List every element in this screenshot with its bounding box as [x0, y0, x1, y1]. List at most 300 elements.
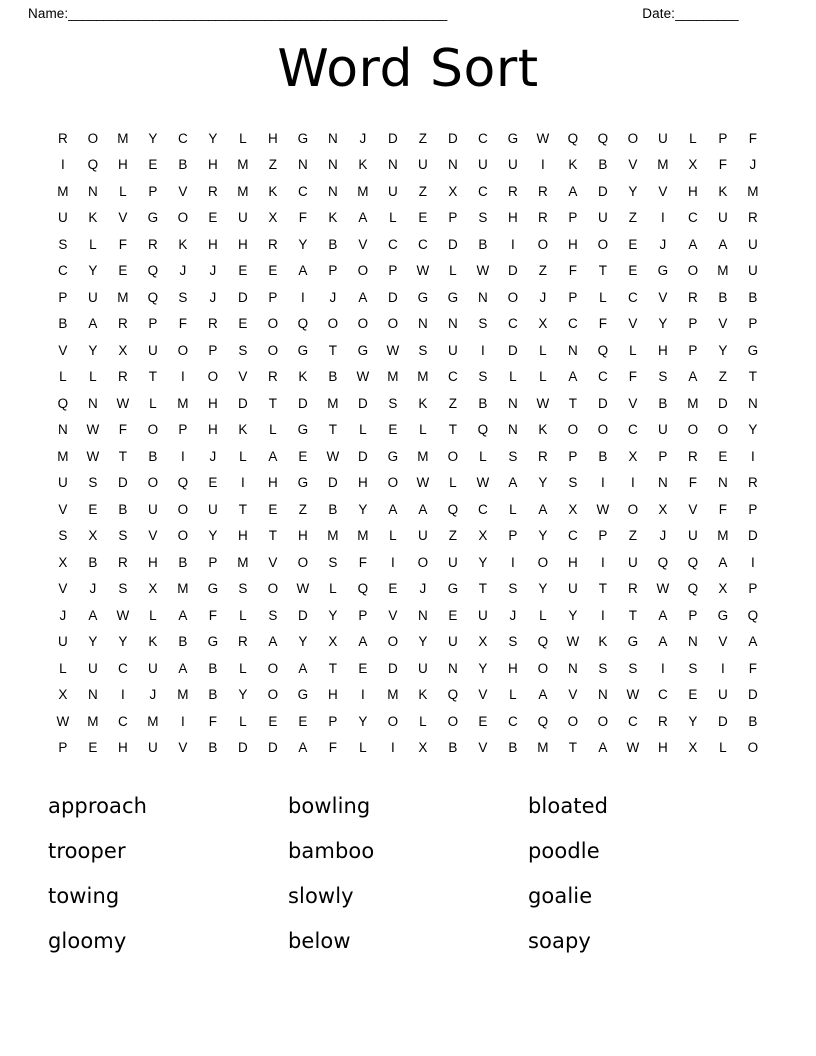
grid-cell[interactable]: I — [61, 157, 65, 173]
grid-cell[interactable]: O — [717, 422, 729, 438]
grid-cell[interactable]: T — [328, 342, 338, 358]
word-list-item[interactable]: below — [288, 928, 351, 953]
grid-cell[interactable]: M — [657, 157, 669, 173]
grid-cell[interactable]: O — [447, 713, 459, 729]
grid-cell[interactable]: I — [391, 740, 395, 756]
grid-cell[interactable]: W — [566, 634, 580, 650]
grid-cell[interactable]: Q — [687, 554, 699, 570]
grid-cell[interactable]: R — [688, 289, 698, 305]
grid-cell[interactable]: H — [208, 395, 218, 411]
grid-cell[interactable]: L — [449, 475, 457, 491]
grid-cell[interactable]: Q — [567, 130, 579, 146]
grid-cell[interactable]: U — [418, 528, 428, 544]
grid-cell[interactable]: P — [688, 316, 698, 332]
grid-cell[interactable]: H — [568, 554, 578, 570]
grid-cell[interactable]: M — [57, 183, 69, 199]
grid-cell[interactable]: E — [628, 263, 638, 279]
grid-cell[interactable]: R — [268, 236, 278, 252]
grid-cell[interactable]: Y — [478, 554, 488, 570]
grid-cell[interactable]: S — [628, 660, 638, 676]
grid-cell[interactable]: Q — [57, 395, 69, 411]
grid-cell[interactable]: E — [718, 448, 728, 464]
grid-cell[interactable]: F — [598, 316, 608, 332]
grid-cell[interactable]: O — [417, 554, 429, 570]
grid-cell[interactable]: I — [121, 687, 125, 703]
grid-cell[interactable]: I — [661, 660, 665, 676]
grid-cell[interactable]: H — [118, 740, 128, 756]
grid-cell[interactable]: M — [117, 289, 129, 305]
grid-cell[interactable]: Y — [538, 528, 548, 544]
grid-cell[interactable]: Y — [148, 130, 158, 146]
grid-cell[interactable]: G — [447, 581, 459, 597]
grid-cell[interactable]: Q — [447, 501, 459, 517]
grid-cell[interactable]: K — [358, 157, 368, 173]
grid-cell[interactable]: N — [508, 422, 518, 438]
grid-cell[interactable]: N — [298, 157, 308, 173]
grid-cell[interactable]: O — [267, 316, 279, 332]
grid-cell[interactable]: S — [418, 342, 428, 358]
grid-cell[interactable]: B — [718, 289, 728, 305]
grid-cell[interactable]: M — [177, 581, 189, 597]
grid-cell[interactable]: Y — [208, 528, 218, 544]
grid-cell[interactable]: A — [358, 210, 368, 226]
grid-cell[interactable]: Y — [238, 687, 248, 703]
grid-cell[interactable]: N — [688, 634, 698, 650]
grid-cell[interactable]: K — [268, 183, 278, 199]
grid-cell[interactable]: V — [718, 316, 728, 332]
grid-cell[interactable]: L — [59, 660, 67, 676]
grid-cell[interactable]: P — [448, 210, 458, 226]
grid-cell[interactable]: F — [328, 740, 338, 756]
grid-cell[interactable]: I — [721, 660, 725, 676]
grid-cell[interactable]: N — [598, 687, 608, 703]
grid-cell[interactable]: A — [538, 501, 548, 517]
grid-cell[interactable]: P — [688, 607, 698, 623]
grid-cell[interactable]: O — [567, 422, 579, 438]
grid-cell[interactable]: V — [58, 581, 68, 597]
grid-cell[interactable]: Z — [628, 528, 638, 544]
grid-cell[interactable]: C — [418, 236, 428, 252]
grid-cell[interactable]: L — [269, 422, 277, 438]
grid-cell[interactable]: I — [301, 289, 305, 305]
grid-cell[interactable]: S — [658, 369, 668, 385]
grid-cell[interactable]: U — [718, 687, 728, 703]
grid-cell[interactable]: X — [448, 183, 458, 199]
grid-cell[interactable]: Z — [718, 369, 728, 385]
grid-cell[interactable]: R — [628, 581, 638, 597]
grid-cell[interactable]: T — [118, 448, 128, 464]
grid-cell[interactable]: X — [478, 634, 488, 650]
grid-cell[interactable]: V — [118, 210, 128, 226]
grid-cell[interactable]: C — [688, 210, 698, 226]
grid-cell[interactable]: D — [358, 448, 368, 464]
grid-cell[interactable]: H — [268, 475, 278, 491]
grid-cell[interactable]: P — [598, 528, 608, 544]
grid-cell[interactable]: Q — [297, 316, 309, 332]
grid-cell[interactable]: Y — [718, 342, 728, 358]
grid-cell[interactable]: T — [598, 263, 608, 279]
grid-cell[interactable]: C — [658, 687, 668, 703]
grid-cell[interactable]: O — [387, 475, 399, 491]
grid-cell[interactable]: H — [208, 157, 218, 173]
grid-cell[interactable]: D — [508, 342, 518, 358]
grid-cell[interactable]: L — [509, 369, 517, 385]
grid-cell[interactable]: M — [417, 448, 429, 464]
grid-cell[interactable]: I — [661, 210, 665, 226]
grid-cell[interactable]: W — [56, 713, 70, 729]
grid-cell[interactable]: T — [598, 581, 608, 597]
grid-cell[interactable]: V — [658, 289, 668, 305]
grid-cell[interactable]: G — [207, 581, 219, 597]
grid-cell[interactable]: T — [448, 422, 458, 438]
grid-cell[interactable]: H — [688, 183, 698, 199]
grid-cell[interactable]: V — [478, 740, 488, 756]
grid-cell[interactable]: B — [178, 634, 188, 650]
grid-cell[interactable]: L — [59, 369, 67, 385]
word-list-item[interactable]: trooper — [48, 838, 126, 863]
grid-cell[interactable]: C — [628, 713, 638, 729]
grid-cell[interactable]: O — [177, 501, 189, 517]
grid-cell[interactable]: D — [748, 528, 758, 544]
grid-cell[interactable]: L — [149, 395, 157, 411]
grid-cell[interactable]: D — [748, 687, 758, 703]
grid-cell[interactable]: I — [181, 713, 185, 729]
grid-cell[interactable]: T — [328, 422, 338, 438]
grid-cell[interactable]: F — [748, 660, 758, 676]
grid-cell[interactable]: O — [387, 713, 399, 729]
grid-cell[interactable]: C — [508, 713, 518, 729]
grid-cell[interactable]: R — [208, 316, 218, 332]
grid-cell[interactable]: B — [208, 740, 218, 756]
grid-cell[interactable]: R — [538, 210, 548, 226]
grid-cell[interactable]: E — [298, 448, 308, 464]
grid-cell[interactable]: T — [568, 395, 578, 411]
grid-cell[interactable]: U — [148, 740, 158, 756]
grid-cell[interactable]: P — [178, 422, 188, 438]
grid-cell[interactable]: C — [298, 183, 308, 199]
grid-cell[interactable]: D — [268, 740, 278, 756]
grid-cell[interactable]: Y — [88, 342, 98, 358]
grid-cell[interactable]: U — [628, 554, 638, 570]
grid-cell[interactable]: X — [658, 501, 668, 517]
grid-cell[interactable]: P — [748, 581, 758, 597]
grid-cell[interactable]: U — [418, 157, 428, 173]
grid-cell[interactable]: I — [631, 475, 635, 491]
grid-cell[interactable]: W — [476, 263, 490, 279]
grid-cell[interactable]: N — [478, 289, 488, 305]
grid-cell[interactable]: S — [238, 581, 248, 597]
grid-cell[interactable]: B — [598, 448, 608, 464]
grid-cell[interactable]: P — [568, 289, 578, 305]
grid-cell[interactable]: V — [628, 157, 638, 173]
grid-cell[interactable]: V — [718, 634, 728, 650]
grid-cell[interactable]: O — [627, 130, 639, 146]
grid-cell[interactable]: H — [208, 236, 218, 252]
grid-cell[interactable]: Q — [147, 289, 159, 305]
grid-cell[interactable]: V — [478, 687, 488, 703]
grid-cell[interactable]: F — [298, 210, 308, 226]
grid-cell[interactable]: I — [541, 157, 545, 173]
grid-cell[interactable]: O — [177, 342, 189, 358]
grid-cell[interactable]: E — [268, 263, 278, 279]
grid-cell[interactable]: J — [329, 289, 337, 305]
grid-cell[interactable]: S — [598, 660, 608, 676]
grid-cell[interactable]: B — [208, 687, 218, 703]
grid-cell[interactable]: Y — [118, 634, 128, 650]
grid-cell[interactable]: K — [598, 634, 608, 650]
grid-cell[interactable]: Q — [177, 475, 189, 491]
grid-cell[interactable]: A — [358, 634, 368, 650]
grid-cell[interactable]: V — [658, 183, 668, 199]
grid-cell[interactable]: D — [118, 475, 128, 491]
word-list-item[interactable]: soapy — [528, 928, 591, 953]
grid-cell[interactable]: U — [58, 634, 68, 650]
grid-cell[interactable]: A — [568, 183, 578, 199]
grid-cell[interactable]: B — [508, 740, 518, 756]
grid-cell[interactable]: D — [358, 395, 368, 411]
word-list-item[interactable]: approach — [48, 793, 148, 818]
grid-cell[interactable]: D — [718, 395, 728, 411]
grid-cell[interactable]: H — [148, 554, 158, 570]
grid-cell[interactable]: M — [387, 369, 399, 385]
grid-cell[interactable]: O — [687, 422, 699, 438]
grid-cell[interactable]: I — [751, 554, 755, 570]
grid-cell[interactable]: I — [241, 475, 245, 491]
grid-cell[interactable]: A — [538, 687, 548, 703]
grid-cell[interactable]: K — [538, 422, 548, 438]
grid-cell[interactable]: Q — [447, 687, 459, 703]
grid-cell[interactable]: N — [658, 475, 668, 491]
grid-cell[interactable]: C — [478, 183, 488, 199]
grid-cell[interactable]: E — [358, 660, 368, 676]
grid-cell[interactable]: O — [177, 528, 189, 544]
grid-cell[interactable]: A — [508, 475, 518, 491]
grid-cell[interactable]: L — [719, 740, 727, 756]
grid-cell[interactable]: M — [717, 528, 729, 544]
grid-cell[interactable]: I — [391, 554, 395, 570]
grid-cell[interactable]: A — [748, 634, 758, 650]
word-search-grid[interactable] — [48, 125, 768, 761]
grid-cell[interactable]: X — [718, 581, 728, 597]
grid-cell[interactable]: E — [298, 713, 308, 729]
grid-cell[interactable]: A — [658, 634, 668, 650]
grid-cell[interactable]: J — [659, 236, 667, 252]
grid-cell[interactable]: D — [238, 740, 248, 756]
grid-cell[interactable]: Q — [537, 634, 549, 650]
grid-cell[interactable]: S — [238, 342, 248, 358]
grid-cell[interactable]: U — [238, 210, 248, 226]
grid-cell[interactable]: R — [148, 236, 158, 252]
grid-cell[interactable]: I — [181, 448, 185, 464]
grid-cell[interactable]: R — [748, 475, 758, 491]
grid-cell[interactable]: O — [297, 554, 309, 570]
grid-cell[interactable]: K — [178, 236, 188, 252]
grid-cell[interactable]: D — [598, 395, 608, 411]
grid-cell[interactable]: B — [178, 554, 188, 570]
grid-cell[interactable]: U — [148, 660, 158, 676]
grid-cell[interactable]: B — [598, 157, 608, 173]
grid-cell[interactable]: N — [418, 316, 428, 332]
grid-cell[interactable]: L — [689, 130, 697, 146]
grid-cell[interactable]: L — [539, 607, 547, 623]
grid-cell[interactable]: W — [416, 475, 430, 491]
grid-cell[interactable]: O — [627, 501, 639, 517]
grid-cell[interactable]: R — [538, 183, 548, 199]
grid-cell[interactable]: P — [568, 210, 578, 226]
grid-cell[interactable]: N — [58, 422, 68, 438]
grid-cell[interactable]: X — [268, 210, 278, 226]
grid-cell[interactable]: F — [118, 236, 128, 252]
grid-cell[interactable]: G — [357, 342, 369, 358]
grid-cell[interactable]: O — [267, 342, 279, 358]
grid-cell[interactable]: A — [178, 607, 188, 623]
grid-cell[interactable]: S — [118, 528, 128, 544]
grid-cell[interactable]: I — [511, 236, 515, 252]
word-list-item[interactable]: bloated — [528, 793, 609, 818]
grid-cell[interactable]: C — [448, 369, 458, 385]
grid-cell[interactable]: L — [359, 740, 367, 756]
grid-cell[interactable]: Q — [657, 554, 669, 570]
grid-cell[interactable]: Y — [628, 183, 638, 199]
grid-cell[interactable]: E — [238, 316, 248, 332]
grid-cell[interactable]: N — [328, 157, 338, 173]
grid-cell[interactable]: L — [239, 660, 247, 676]
grid-cell[interactable]: Y — [658, 316, 668, 332]
grid-cell[interactable]: F — [688, 475, 698, 491]
word-list-item[interactable]: towing — [48, 883, 120, 908]
grid-cell[interactable]: G — [627, 634, 639, 650]
grid-cell[interactable]: Y — [358, 501, 368, 517]
grid-cell[interactable]: A — [418, 501, 428, 517]
grid-cell[interactable]: Q — [597, 342, 609, 358]
grid-cell[interactable]: O — [147, 422, 159, 438]
grid-cell[interactable]: E — [628, 236, 638, 252]
grid-cell[interactable]: G — [147, 210, 159, 226]
grid-cell[interactable]: K — [418, 687, 428, 703]
grid-cell[interactable]: X — [418, 740, 428, 756]
grid-cell[interactable]: N — [328, 183, 338, 199]
grid-cell[interactable]: B — [748, 289, 758, 305]
grid-cell[interactable]: P — [148, 183, 158, 199]
grid-cell[interactable]: K — [148, 634, 158, 650]
grid-cell[interactable]: T — [268, 528, 278, 544]
grid-cell[interactable]: C — [178, 130, 188, 146]
grid-cell[interactable]: V — [148, 528, 158, 544]
grid-cell[interactable]: N — [88, 395, 98, 411]
grid-cell[interactable]: U — [598, 210, 608, 226]
grid-cell[interactable]: A — [268, 448, 278, 464]
grid-cell[interactable]: U — [208, 501, 218, 517]
grid-cell[interactable]: R — [658, 713, 668, 729]
grid-cell[interactable]: R — [238, 634, 248, 650]
grid-cell[interactable]: U — [448, 554, 458, 570]
grid-cell[interactable]: G — [297, 687, 309, 703]
grid-cell[interactable]: A — [358, 289, 368, 305]
grid-cell[interactable]: P — [58, 289, 68, 305]
grid-cell[interactable]: W — [626, 687, 640, 703]
grid-cell[interactable]: R — [58, 130, 68, 146]
grid-cell[interactable]: S — [58, 528, 68, 544]
grid-cell[interactable]: R — [538, 448, 548, 464]
grid-cell[interactable]: L — [509, 501, 517, 517]
grid-cell[interactable]: R — [268, 369, 278, 385]
grid-cell[interactable]: I — [481, 342, 485, 358]
grid-cell[interactable]: M — [57, 448, 69, 464]
grid-cell[interactable]: V — [238, 369, 248, 385]
word-list-item[interactable]: slowly — [288, 883, 354, 908]
grid-cell[interactable]: V — [58, 342, 68, 358]
grid-cell[interactable]: D — [238, 395, 248, 411]
grid-cell[interactable]: M — [537, 740, 549, 756]
grid-cell[interactable]: B — [658, 395, 668, 411]
grid-cell[interactable]: H — [508, 660, 518, 676]
grid-cell[interactable]: A — [88, 607, 98, 623]
grid-cell[interactable]: L — [239, 130, 247, 146]
grid-cell[interactable]: M — [687, 395, 699, 411]
word-list-item[interactable]: goalie — [528, 883, 593, 908]
grid-cell[interactable]: G — [417, 289, 429, 305]
grid-cell[interactable]: W — [536, 130, 550, 146]
grid-cell[interactable]: N — [718, 475, 728, 491]
grid-cell[interactable]: T — [268, 395, 278, 411]
grid-cell[interactable]: G — [297, 342, 309, 358]
grid-cell[interactable]: C — [118, 660, 128, 676]
grid-cell[interactable]: Q — [87, 157, 99, 173]
grid-cell[interactable]: M — [357, 528, 369, 544]
grid-cell[interactable]: F — [178, 316, 188, 332]
grid-cell[interactable]: N — [88, 183, 98, 199]
grid-cell[interactable]: H — [358, 475, 368, 491]
grid-cell[interactable]: T — [628, 607, 638, 623]
grid-cell[interactable]: U — [58, 475, 68, 491]
grid-cell[interactable]: F — [118, 422, 128, 438]
grid-cell[interactable]: V — [268, 554, 278, 570]
grid-cell[interactable]: Y — [478, 660, 488, 676]
grid-cell[interactable]: J — [419, 581, 427, 597]
grid-cell[interactable]: S — [508, 448, 518, 464]
grid-cell[interactable]: L — [329, 581, 337, 597]
grid-cell[interactable]: R — [118, 316, 128, 332]
grid-cell[interactable]: D — [508, 263, 518, 279]
grid-cell[interactable]: L — [449, 263, 457, 279]
grid-cell[interactable]: B — [58, 316, 68, 332]
grid-cell[interactable]: D — [718, 713, 728, 729]
grid-cell[interactable]: W — [116, 607, 130, 623]
grid-cell[interactable]: J — [749, 157, 757, 173]
grid-cell[interactable]: O — [687, 263, 699, 279]
grid-cell[interactable]: S — [568, 475, 578, 491]
grid-cell[interactable]: P — [718, 130, 728, 146]
grid-cell[interactable]: P — [658, 448, 668, 464]
grid-cell[interactable]: U — [748, 263, 758, 279]
grid-cell[interactable]: O — [507, 289, 519, 305]
grid-cell[interactable]: R — [748, 210, 758, 226]
grid-cell[interactable]: Z — [298, 501, 308, 517]
word-list-item[interactable]: bowling — [288, 793, 371, 818]
grid-cell[interactable]: U — [748, 236, 758, 252]
grid-cell[interactable]: D — [388, 660, 398, 676]
grid-cell[interactable]: B — [328, 369, 338, 385]
grid-cell[interactable]: J — [209, 289, 217, 305]
grid-cell[interactable]: S — [508, 634, 518, 650]
grid-cell[interactable]: Y — [328, 607, 338, 623]
grid-cell[interactable]: L — [419, 713, 427, 729]
grid-cell[interactable]: O — [597, 236, 609, 252]
grid-cell[interactable]: H — [268, 130, 278, 146]
grid-cell[interactable]: U — [448, 634, 458, 650]
grid-cell[interactable]: X — [148, 581, 158, 597]
grid-cell[interactable]: M — [327, 528, 339, 544]
